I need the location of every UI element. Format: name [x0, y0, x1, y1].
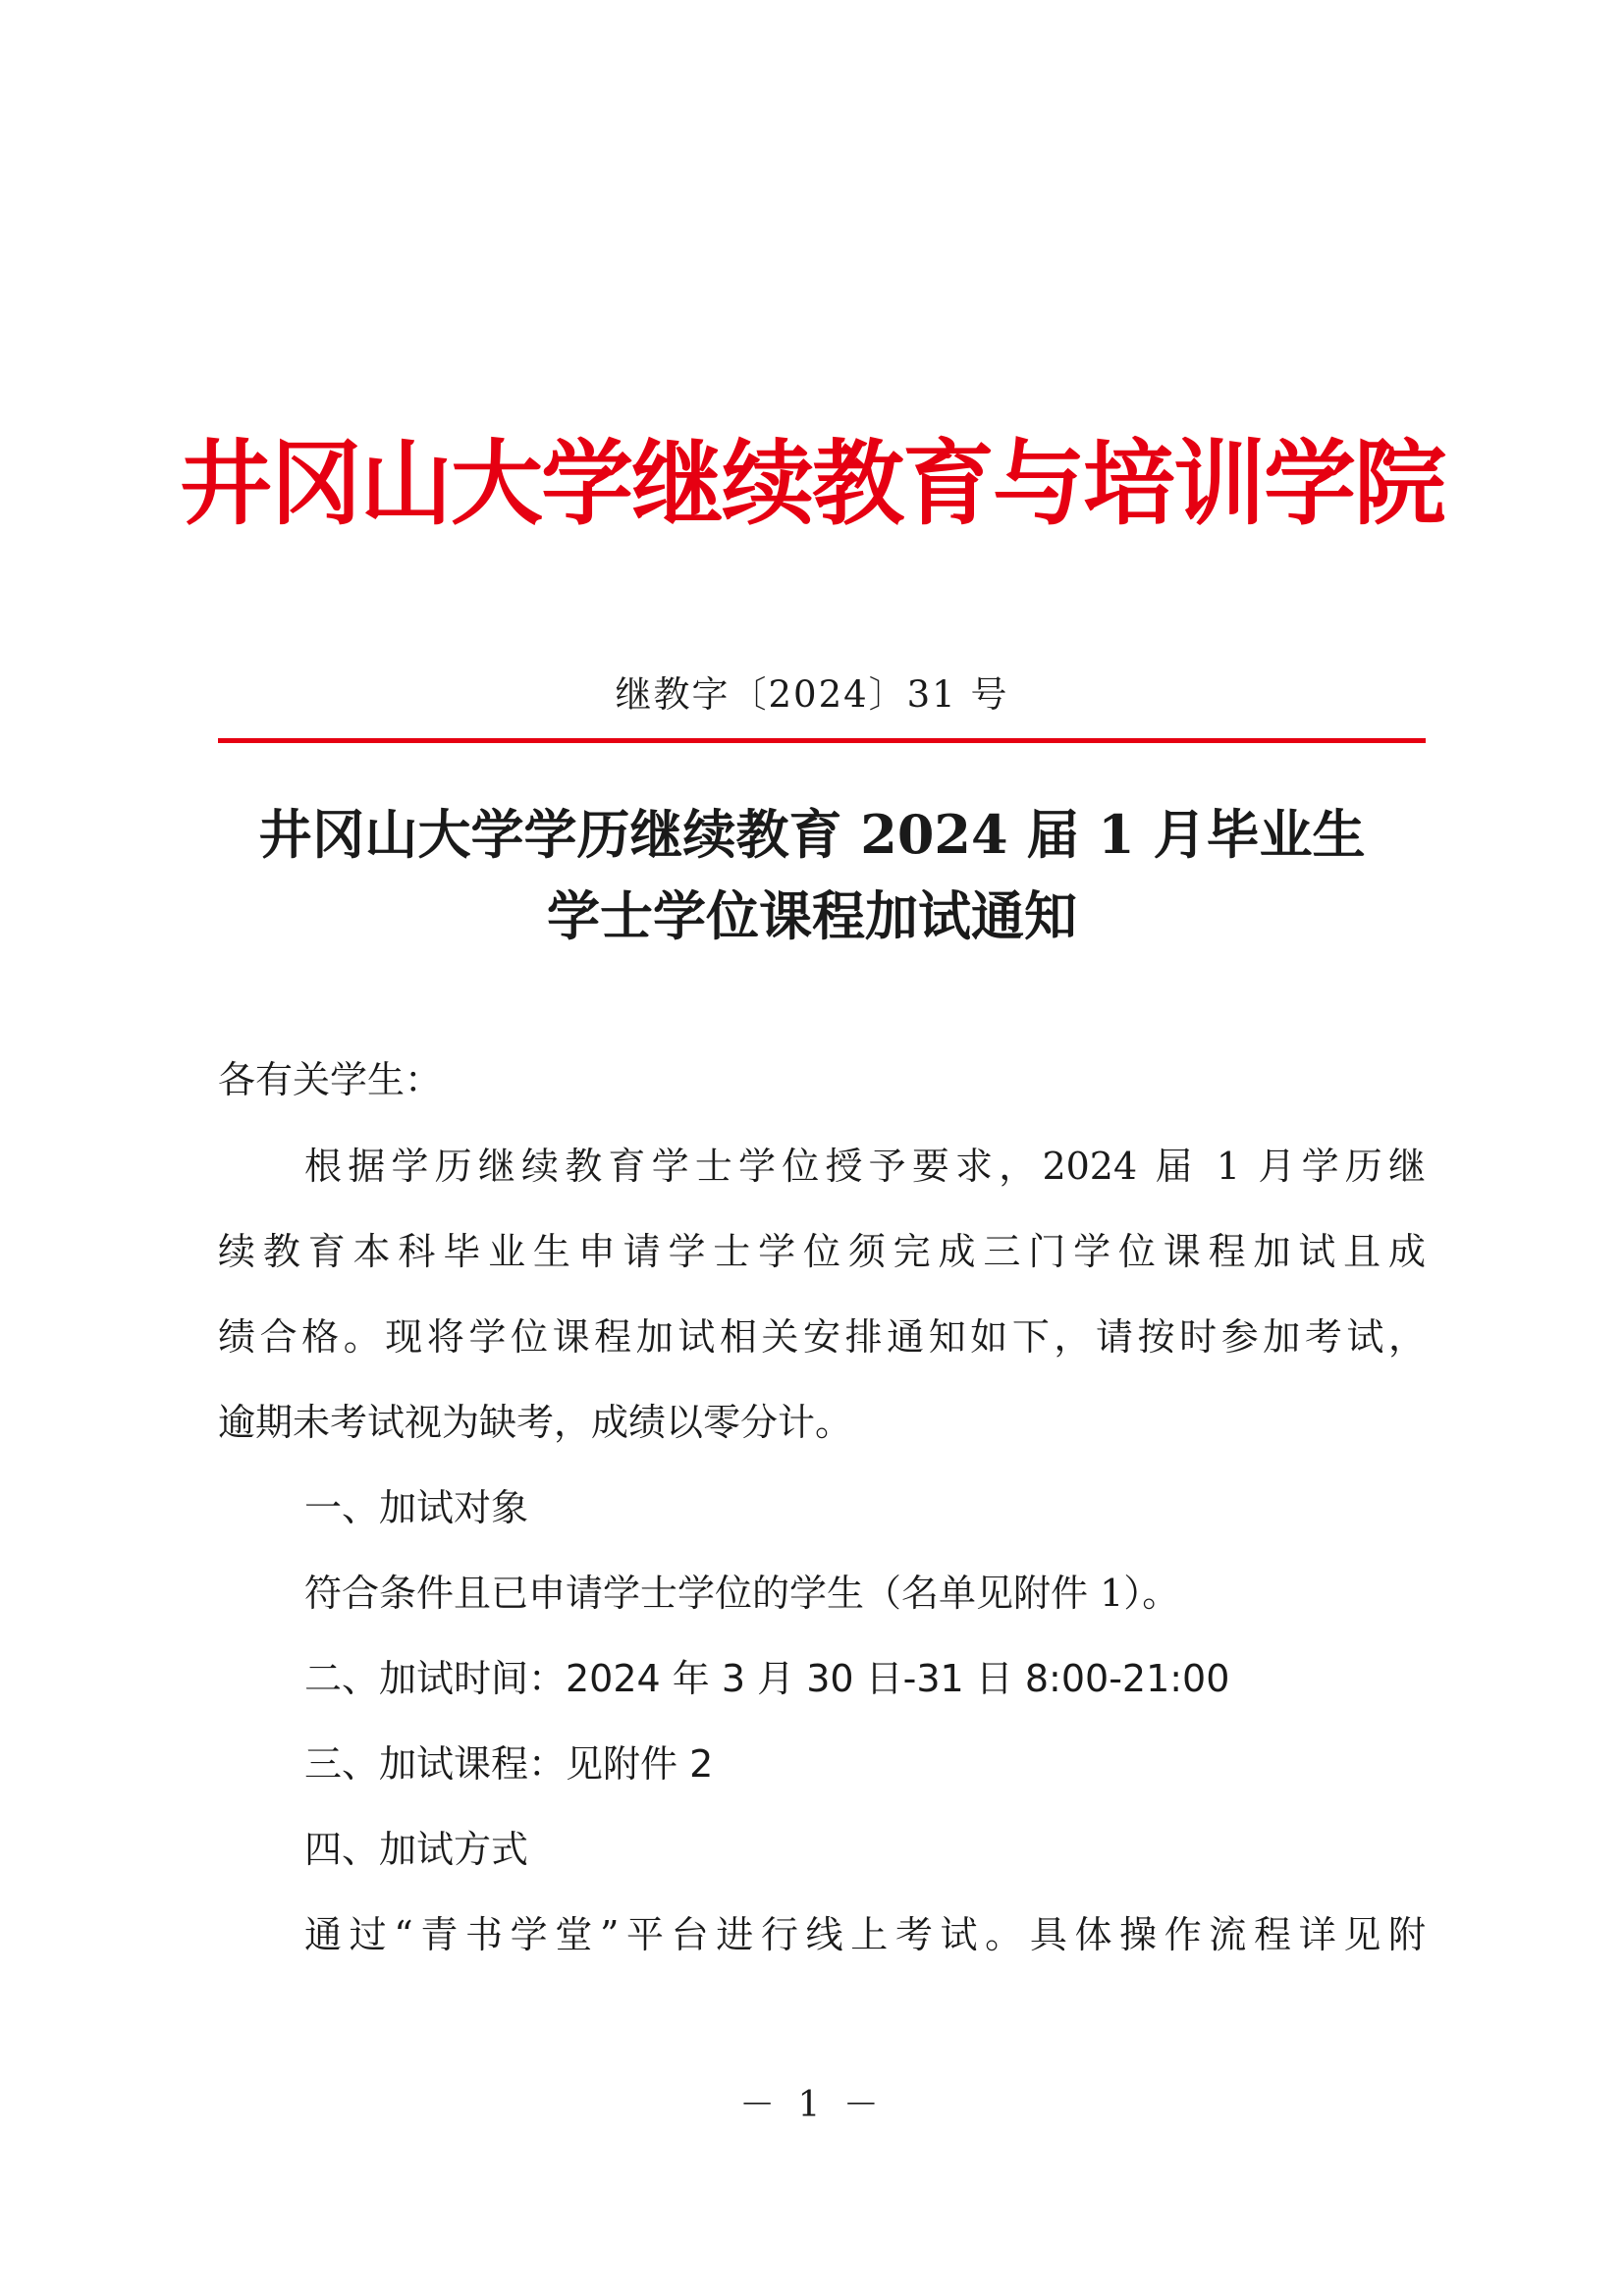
paragraph-line: 逾期未考试视为缺考，成绩以零分计。	[218, 1401, 853, 1444]
red-rule-divider	[218, 738, 1426, 743]
salutation: 各有关学生：	[218, 1058, 443, 1101]
document-title-line-2: 学士学位课程加试通知	[547, 884, 1077, 947]
paragraph-line: 续教育本科毕业生申请学士学位须完成三门学位课程加试且成	[218, 1230, 1426, 1273]
paragraph-line: 根据学历继续教育学士学位授予要求，2024 届 1 月学历继	[304, 1145, 1426, 1188]
section-heading-time: 二、加试时间：2024 年 3 月 30 日-31 日 8:00-21:00	[304, 1657, 1230, 1700]
section-text-method: 通过“青书学堂”平台进行线上考试。具体操作流程详见附	[304, 1913, 1426, 1956]
page-number: － 1 －	[739, 2085, 885, 2125]
section-text-targets: 符合条件且已申请学士学位的学生（名单见附件 1）。	[304, 1572, 1180, 1615]
section-heading-courses: 三、加试课程：见附件 2	[304, 1742, 714, 1786]
paragraph-line: 绩合格。现将学位课程加试相关安排通知如下，请按时参加考试，	[218, 1315, 1426, 1359]
document-number: 继教字〔2024〕31 号	[615, 673, 1009, 716]
section-heading-method: 四、加试方式	[304, 1828, 529, 1871]
document-title-line-1: 井冈山大学学历继续教育 2024 届 1 月毕业生	[258, 803, 1366, 866]
masthead-org-name: 井冈山大学继续教育与培训学院	[179, 430, 1444, 538]
section-heading-targets: 一、加试对象	[304, 1486, 529, 1529]
